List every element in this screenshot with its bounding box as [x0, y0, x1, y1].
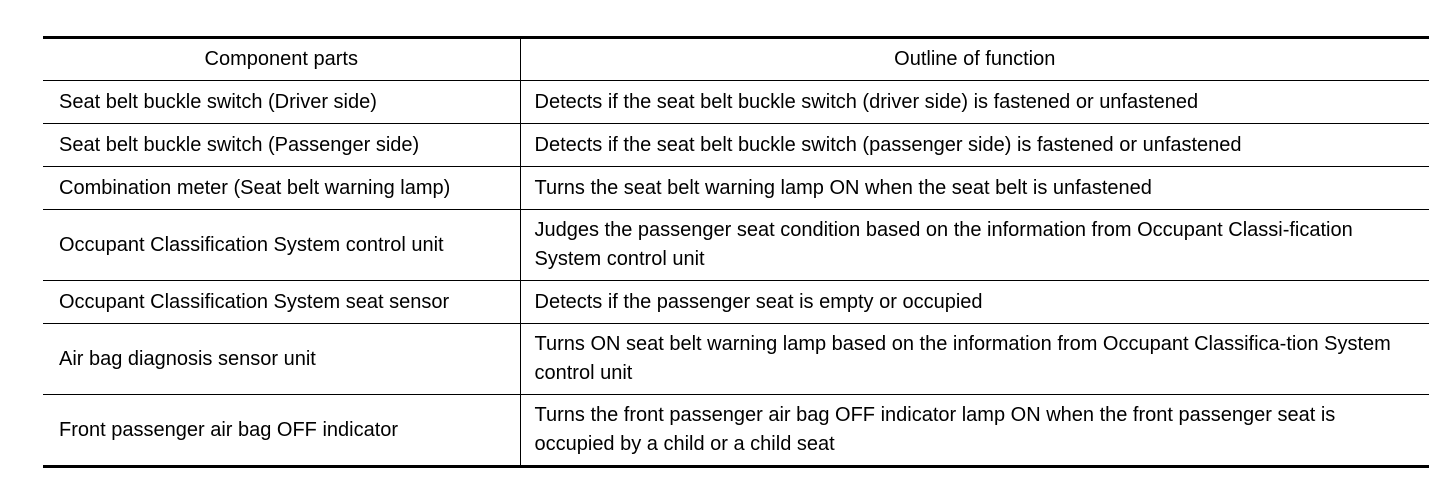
- function-cell: Turns the seat belt warning lamp ON when the seat belt is unfastened: [520, 167, 1429, 210]
- table-row: [43, 324, 1429, 395]
- header-outline-of-function: Outline of function: [520, 38, 1429, 81]
- function-cell: Detects if the passenger seat is empty or occupied: [520, 281, 1429, 324]
- table-row: [43, 210, 1429, 281]
- header-component-parts: Component parts: [43, 38, 520, 81]
- component-cell: Air bag diagnosis sensor unit: [43, 324, 520, 395]
- function-cell: Detects if the seat belt buckle switch (passenger side) is fastened or unfastened: [520, 124, 1429, 167]
- function-cell: Turns the front passenger air bag OFF indicator lamp ON when the front passenger seat is occupied by a child or a child seat: [520, 395, 1429, 467]
- table-row: [43, 281, 1429, 324]
- function-cell: Turns ON seat belt warning lamp based on the information from Occupant Classifica-tion System control unit: [520, 324, 1429, 395]
- component-cell: Seat belt buckle switch (Passenger side): [43, 124, 520, 167]
- component-cell: Occupant Classification System seat sensor: [43, 281, 520, 324]
- function-cell: Detects if the seat belt buckle switch (driver side) is fastened or unfastened: [520, 81, 1429, 124]
- table-row: [43, 124, 1429, 167]
- component-cell: Occupant Classification System control unit: [43, 210, 520, 281]
- component-cell: Front passenger air bag OFF indicator: [43, 395, 520, 467]
- function-cell: Judges the passenger seat condition based on the information from Occupant Classi-fication System control unit: [520, 210, 1429, 281]
- component-cell: Combination meter (Seat belt warning lamp): [43, 167, 520, 210]
- table-row: [43, 167, 1429, 210]
- table-row: [43, 395, 1429, 467]
- table-header-row: [43, 38, 1429, 81]
- component-function-table: [43, 36, 1429, 468]
- component-cell: Seat belt buckle switch (Driver side): [43, 81, 520, 124]
- table-row: [43, 81, 1429, 124]
